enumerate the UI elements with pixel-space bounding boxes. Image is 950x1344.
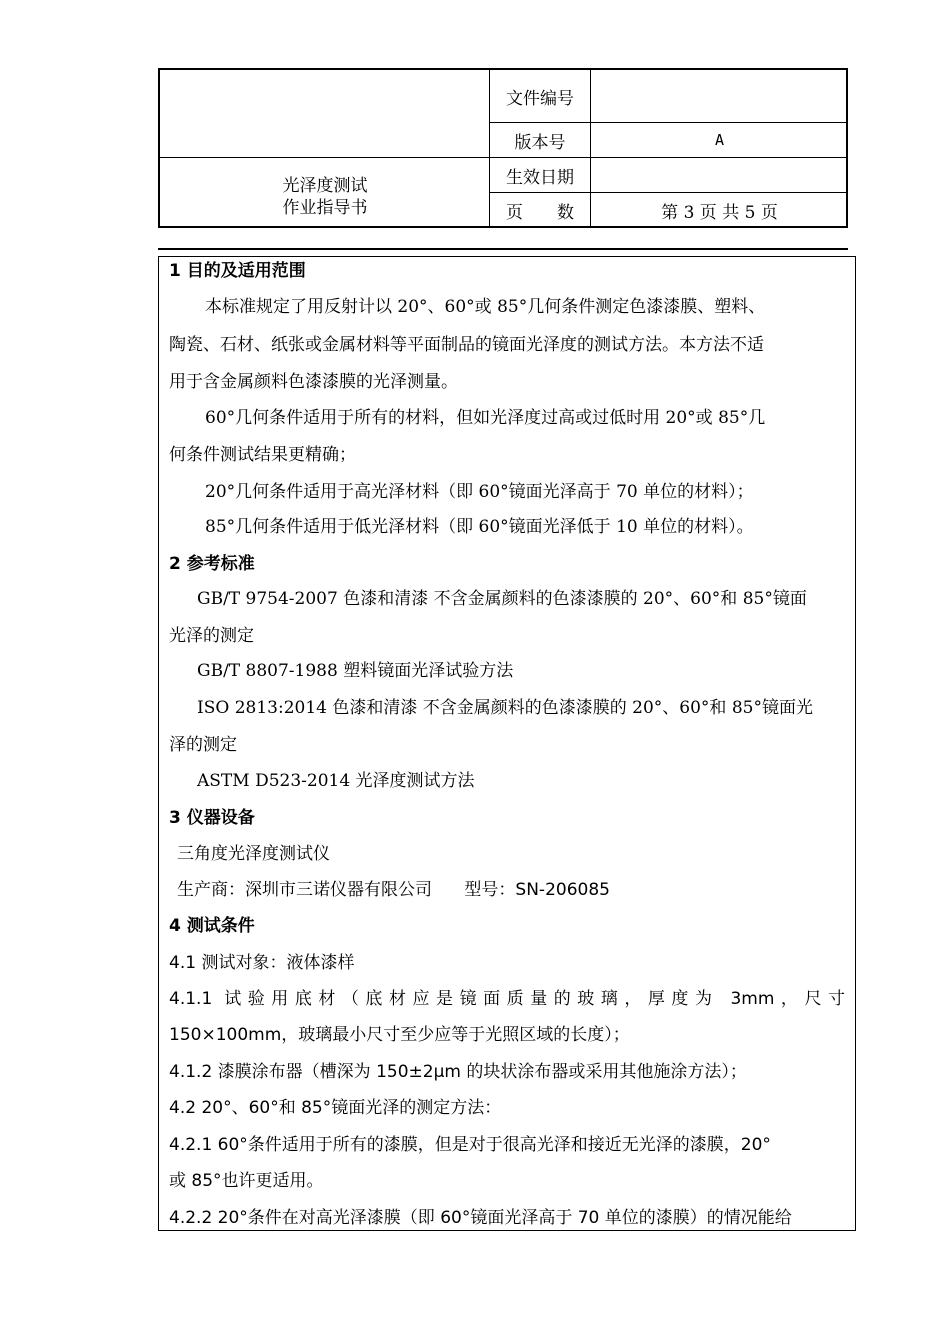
doc-no-label: 文件编号 <box>506 88 574 109</box>
section-heading: 4 测试条件 <box>169 916 255 936</box>
paragraph-line: 4.2.2 20°条件在对高光泽漆膜（即 60°镜面光泽高于 70 单位的漆膜）的情况能给 <box>169 1208 792 1228</box>
paragraph-line: ASTM D523-2014 光泽度测试方法 <box>197 771 475 791</box>
section-heading: 1 目的及适用范围 <box>169 261 306 281</box>
doc-no-value <box>591 70 848 122</box>
paragraph-line: 生产商：深圳市三诺仪器有限公司 型号：SN-206085 <box>177 880 610 900</box>
document-title-line: 光泽度测试 <box>282 176 368 196</box>
version-label: 版本号 <box>514 132 566 153</box>
paragraph-line: 20°几何条件适用于高光泽材料（即 60°镜面光泽高于 70 单位的材料）； <box>205 482 754 502</box>
paragraph-line: GB/T 8807-1988 塑料镜面光泽试验方法 <box>197 661 514 681</box>
paragraph-line: 60°几何条件适用于所有的材料，但如光泽度过高或过低时用 20°或 85°几 <box>205 408 766 428</box>
paragraph-line: 4.1 测试对象：液体漆样 <box>169 953 355 973</box>
version-value: A <box>714 131 725 149</box>
paragraph-line: 或 85°也许更适用。 <box>169 1171 324 1191</box>
effective-date-value <box>591 158 848 192</box>
paragraph-line: 光泽的测定 <box>169 626 254 646</box>
paragraph-line: GB/T 9754-2007 色漆和清漆 不含金属颜料的色漆漆膜的 20°、60°和 85°镜面 <box>197 589 807 609</box>
section-heading: 2 参考标准 <box>169 554 255 574</box>
paragraph-line: 何条件测试结果更精确； <box>169 445 356 465</box>
paragraph-line: 泽的测定 <box>169 735 237 755</box>
effective-date-label: 生效日期 <box>506 167 574 188</box>
paragraph-line: 本标准规定了用反射计以 20°、60°或 85°几何条件测定色漆漆膜、塑料、 <box>205 297 766 317</box>
paragraph-line: 4.1.1 试验用底材（底材应是镜面质量的玻璃，厚度为 3mm，尺寸 <box>169 989 845 1009</box>
paragraph-line: 用于含金属颜料色漆漆膜的光泽测量。 <box>169 372 458 392</box>
header-separator-line <box>158 248 848 250</box>
paragraph-line: 85°几何条件适用于低光泽材料（即 60°镜面光泽低于 10 单位的材料）。 <box>205 517 754 537</box>
document-title <box>160 175 490 219</box>
page-count-label: 页 数 <box>506 203 574 223</box>
paragraph-line: 4.2.1 60°条件适用于所有的漆膜，但是对于很高光泽和接近无光泽的漆膜，20° <box>169 1135 771 1155</box>
paragraph-line: 4.2 20°、60°和 85°镜面光泽的测定方法： <box>169 1098 502 1118</box>
document-title-line: 作业指导书 <box>282 198 368 218</box>
document-header-table <box>158 68 848 228</box>
document-body <box>158 256 856 1231</box>
paragraph-line: ISO 2813:2014 色漆和清漆 不含金属颜料的色漆漆膜的 20°、60°和 85°镜面光 <box>197 698 813 718</box>
page-count-value: 第 3 页 共 5 页 <box>661 203 778 223</box>
paragraph-line: 4.1.2 漆膜涂布器（槽深为 150±2μm 的块状涂布器或采用其他施涂方法）； <box>169 1062 747 1082</box>
paragraph-line: 陶瓷、石材、纸张或金属材料等平面制品的镜面光泽度的测试方法。本方法不适 <box>169 335 764 355</box>
section-heading: 3 仪器设备 <box>169 808 255 828</box>
paragraph-line: 150×100mm，玻璃最小尺寸至少应等于光照区域的长度）； <box>169 1025 630 1045</box>
paragraph-line: 三角度光泽度测试仪 <box>177 844 330 864</box>
